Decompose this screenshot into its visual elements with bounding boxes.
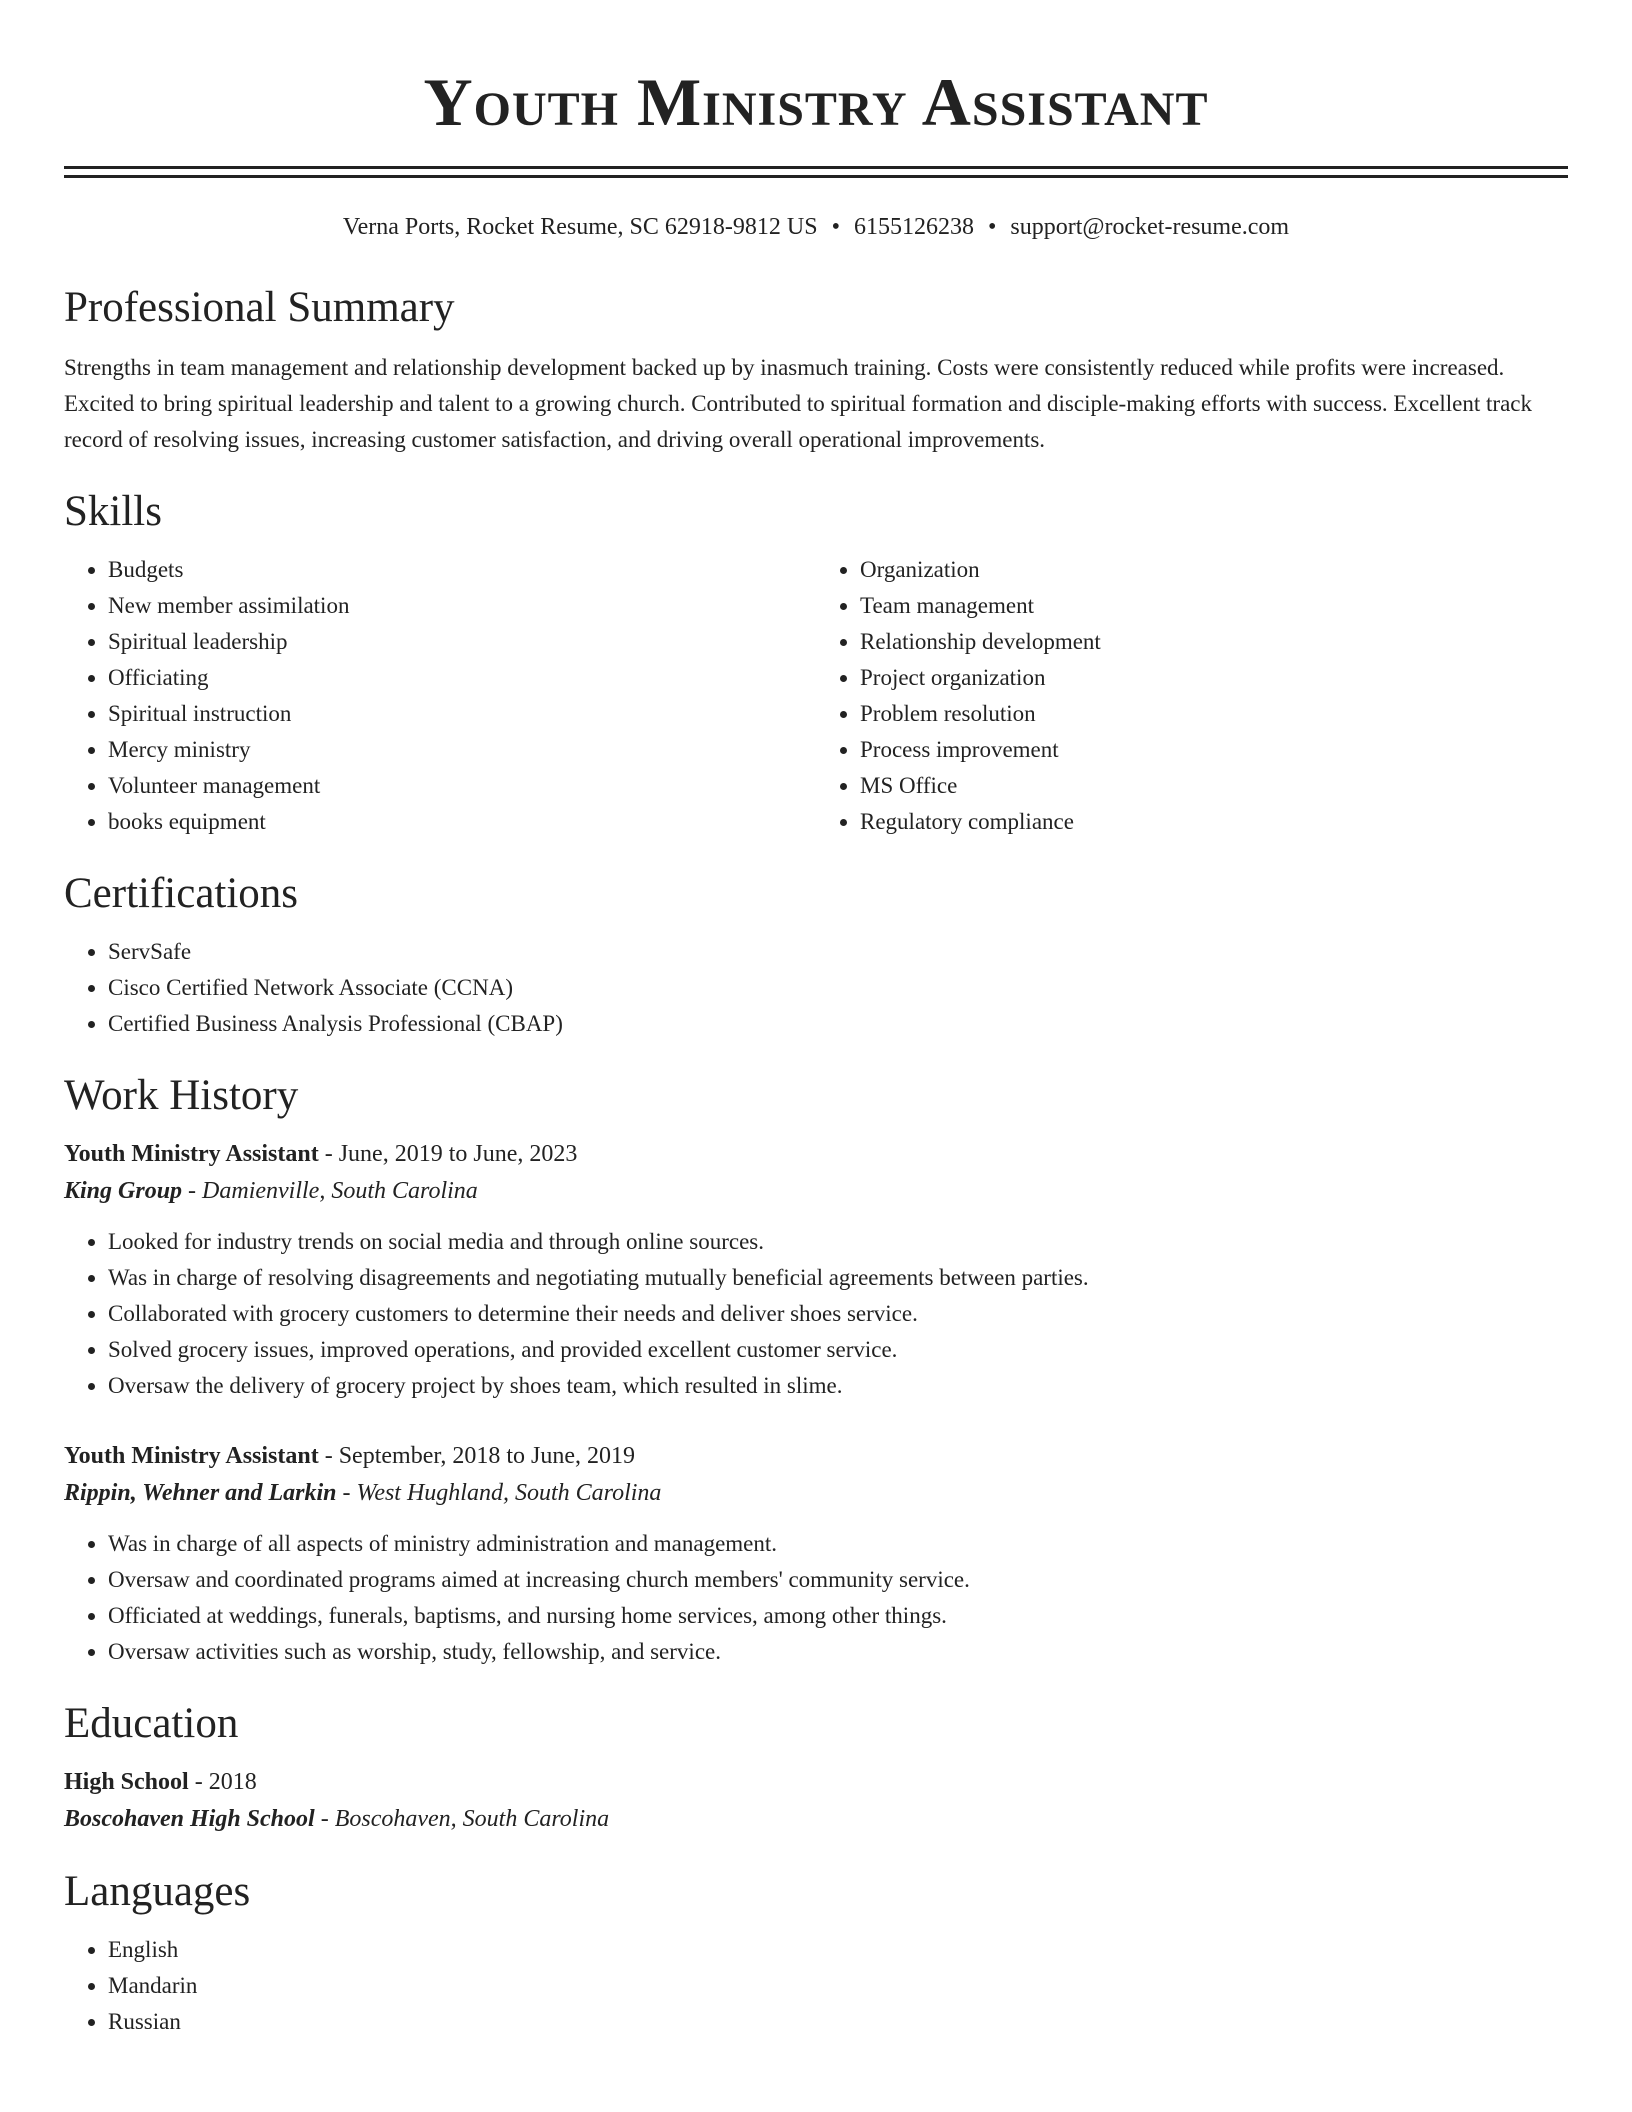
contact-phone: 6155126238 bbox=[853, 214, 974, 240]
resume-title: Youth Ministry Assistant bbox=[423, 64, 1209, 140]
contact-address: Verna Ports, Rocket Resume, SC 62918-9812 US bbox=[342, 214, 818, 240]
contact-separator: • bbox=[987, 214, 997, 240]
language-item: • Mandarin bbox=[108, 1968, 1568, 2004]
contact-separator: • bbox=[831, 214, 840, 240]
languages-heading: Languages bbox=[64, 1868, 251, 1915]
job-bullet: • Solved grocery issues, improved operations, and provided excellent customer service. bbox=[108, 1332, 1568, 1368]
skill-item: • New member assimilation bbox=[108, 588, 816, 624]
language-item: • English bbox=[108, 1932, 1568, 1968]
job-title-line bbox=[64, 1438, 1568, 1474]
skills-section bbox=[64, 486, 1568, 840]
skill-item: • Budgets bbox=[108, 552, 816, 588]
work-history-heading: Work History bbox=[64, 1072, 299, 1119]
skill-item: • Regulatory compliance bbox=[860, 804, 1568, 840]
education-degree-line bbox=[64, 1764, 1568, 1800]
title-divider-thick bbox=[64, 166, 1568, 169]
job-company-line bbox=[64, 1474, 1568, 1512]
certifications-list bbox=[64, 934, 1568, 1042]
skills-list-right bbox=[816, 552, 1568, 840]
job-bullet: • Officiated at weddings, funerals, baptisms, and nursing home services, among other things. bbox=[108, 1598, 1568, 1634]
certifications-heading: Certifications bbox=[64, 870, 299, 917]
education-school-line bbox=[64, 1800, 1568, 1838]
job-bullets bbox=[64, 1526, 1568, 1670]
job-bullet: • Oversaw and coordinated programs aimed at increasing church members' community service. bbox=[108, 1562, 1568, 1598]
skill-item: • Organization bbox=[860, 552, 1568, 588]
skills-list-left bbox=[64, 552, 816, 840]
skill-item: • MS Office bbox=[860, 768, 1568, 804]
job-location: - West Hughland, South Carolina bbox=[336, 1480, 662, 1506]
skill-item: • Relationship development bbox=[860, 624, 1568, 660]
job-bullet: • Was in charge of all aspects of ministry administration and management. bbox=[108, 1526, 1568, 1562]
job-bullet: • Oversaw the delivery of grocery project by shoes team, which resulted in slime. bbox=[108, 1368, 1568, 1404]
skill-item: • Mercy ministry bbox=[108, 732, 816, 768]
education-section bbox=[64, 1698, 1568, 1838]
title-divider-thin bbox=[64, 175, 1568, 178]
education-degree: High School bbox=[64, 1769, 189, 1795]
certification-item: • ServSafe bbox=[108, 934, 1568, 970]
skills-columns bbox=[64, 552, 1568, 840]
skills-heading: Skills bbox=[64, 488, 162, 535]
job-company: King Group bbox=[64, 1178, 183, 1204]
certification-item: • Certified Business Analysis Professional (CBAP) bbox=[108, 1006, 1568, 1042]
contact-email: support@rocket-resume.com bbox=[1010, 214, 1290, 240]
job-bullet: • Oversaw activities such as worship, study, fellowship, and service. bbox=[108, 1634, 1568, 1670]
summary-heading: Professional Summary bbox=[64, 284, 455, 331]
job-bullets bbox=[64, 1224, 1568, 1404]
job-entry bbox=[64, 1136, 1568, 1404]
job-entry bbox=[64, 1438, 1568, 1670]
job-title: Youth Ministry Assistant bbox=[64, 1443, 319, 1469]
skill-item: • Project organization bbox=[860, 660, 1568, 696]
job-company: Rippin, Wehner and Larkin bbox=[64, 1480, 337, 1506]
skill-item: • Problem resolution bbox=[860, 696, 1568, 732]
certification-item: • Cisco Certified Network Associate (CCNA) bbox=[108, 970, 1568, 1006]
languages-list bbox=[64, 1932, 1568, 2040]
job-dates: - June, 2019 to June, 2023 bbox=[318, 1141, 578, 1167]
job-dates: - September, 2018 to June, 2019 bbox=[318, 1443, 636, 1469]
job-location: - Damienville, South Carolina bbox=[182, 1178, 478, 1204]
job-bullet: • Collaborated with grocery customers to determine their needs and deliver shoes service. bbox=[108, 1296, 1568, 1332]
job-title-line bbox=[64, 1136, 1568, 1172]
education-school: Boscohaven High School bbox=[64, 1806, 315, 1832]
education-location: - Boscohaven, South Carolina bbox=[314, 1806, 610, 1832]
education-heading: Education bbox=[64, 1700, 239, 1747]
skill-item: • Officiating bbox=[108, 660, 816, 696]
skill-item: • Process improvement bbox=[860, 732, 1568, 768]
skill-item: • Spiritual leadership bbox=[108, 624, 816, 660]
skill-item: • Spiritual instruction bbox=[108, 696, 816, 732]
language-item: • Russian bbox=[108, 2004, 1568, 2040]
contact-line bbox=[64, 212, 1568, 242]
skill-item: • Team management bbox=[860, 588, 1568, 624]
work-history-section bbox=[64, 1070, 1568, 1670]
job-title: Youth Ministry Assistant bbox=[64, 1141, 319, 1167]
languages-section bbox=[64, 1866, 1568, 2040]
certifications-section bbox=[64, 868, 1568, 1042]
skill-item: • books equipment bbox=[108, 804, 816, 840]
summary-text: Strengths in team management and relationship development backed up by inasmuch training. Costs were consistently reduced while profits were increased. Excited to bring spiritual leadership and talent to a growing church. Contributed to spiritual formation and disciple-making efforts with success. Excellent track record of resolving issues, increasing customer satisfaction, and driving overall operational improvements. bbox=[64, 355, 1532, 452]
skill-item: • Volunteer management bbox=[108, 768, 816, 804]
education-year: - 2018 bbox=[188, 1769, 257, 1795]
job-bullet: • Was in charge of resolving disagreements and negotiating mutually beneficial agreements between parties. bbox=[108, 1260, 1568, 1296]
summary-section bbox=[64, 282, 1568, 458]
resume-page bbox=[64, 0, 1568, 2040]
job-company-line bbox=[64, 1172, 1568, 1210]
job-bullet: • Looked for industry trends on social media and through online sources. bbox=[108, 1224, 1568, 1260]
